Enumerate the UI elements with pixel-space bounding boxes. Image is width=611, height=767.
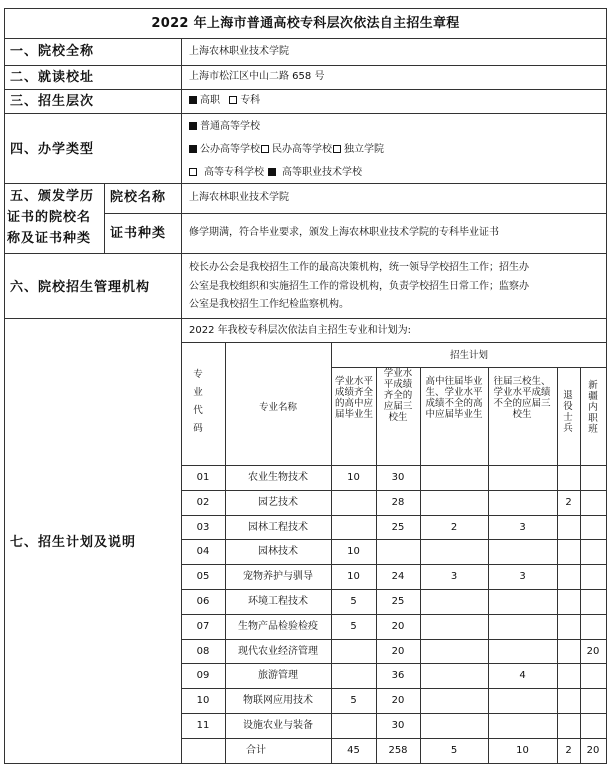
school-type-independent: 独立学院	[344, 144, 384, 155]
border-bottom	[4, 763, 607, 764]
school-type-private: 民办高等学校	[272, 144, 332, 155]
major-name: 现代农业经济管理	[238, 646, 318, 657]
column-rule	[580, 367, 581, 763]
column-rule	[557, 367, 558, 763]
table-row-rule	[181, 713, 607, 714]
major-name: 园艺技术	[258, 497, 298, 508]
table-row-rule	[181, 589, 607, 590]
certificate-kind-value: 修学期满，符合毕业要求，颁发上海农林职业技术学院的专科毕业证书	[189, 227, 499, 238]
major-name: 生物产品检验检疫	[238, 621, 318, 632]
plan-value-c2: 36	[391, 670, 405, 681]
checkbox-filled-icon	[268, 168, 276, 176]
table-row-rule	[181, 564, 607, 565]
plan-value-c3: 3	[450, 571, 458, 582]
major-code: 03	[196, 522, 210, 533]
plan-value-c5: 2	[565, 497, 572, 508]
plan-value-c2: 25	[391, 596, 405, 607]
total-c1: 45	[347, 745, 360, 756]
checkbox-empty-icon	[229, 96, 237, 104]
column-header-c5: 退役士兵	[563, 390, 573, 434]
checkbox-filled-icon	[189, 122, 197, 130]
row-label-enrollment-plan: 七、招生计划及说明	[10, 535, 137, 550]
label-divider	[181, 38, 182, 183]
rule	[4, 183, 607, 184]
plan-value-c2: 20	[391, 695, 405, 706]
major-code: 07	[196, 621, 210, 632]
major-code: 04	[196, 546, 210, 557]
column-header-major: 专业名称	[258, 402, 297, 413]
level-options	[189, 96, 260, 106]
certificate-school-label: 院校名称	[110, 190, 167, 205]
plan-value-c6: 20	[586, 646, 600, 657]
certificate-school-value: 上海农林职业技术学院	[189, 192, 289, 203]
major-code: 10	[196, 695, 210, 706]
rule	[4, 65, 607, 66]
school-type-line-2	[189, 145, 384, 155]
column-header-c1: 学业水平成绩齐全的高中应届毕业生	[334, 376, 373, 420]
label-divider	[104, 183, 105, 253]
plan-value-c1: 10	[347, 472, 360, 483]
document-title: 2022 年上海市普通高校专科层次依法自主招生章程	[151, 16, 460, 31]
row-label-level: 三、招生层次	[10, 94, 95, 109]
major-code: 06	[196, 596, 210, 607]
major-code: 08	[196, 646, 210, 657]
label-divider	[181, 183, 182, 318]
major-name: 园林技术	[258, 546, 298, 557]
column-rule	[488, 367, 489, 763]
level-option-junior-college: 专科	[240, 95, 261, 106]
checkbox-empty-icon	[189, 168, 197, 176]
row-label-school-name: 一、院校全称	[10, 44, 95, 59]
school-name-value: 上海农林职业技术学院	[189, 46, 289, 57]
column-header-plan: 招生计划	[449, 350, 488, 361]
school-type-vocational: 高等职业技术学校	[282, 167, 362, 178]
total-c4: 10	[516, 745, 529, 756]
row-label-management: 六、院校招生管理机构	[10, 280, 151, 295]
plan-value-c2: 28	[391, 497, 405, 508]
major-code: 11	[196, 720, 210, 731]
plan-value-c1: 5	[350, 695, 357, 706]
column-header-c4: 往届三校生、学业水平成绩不全的应届三校生	[493, 376, 551, 420]
rule	[4, 253, 607, 254]
school-type-regular: 普通高等学校	[200, 121, 260, 132]
column-header-c3: 高中往届毕业生、学业水平成绩不全的高中应届毕业生	[425, 376, 483, 420]
row-label-certificate-2: 证书的院校名	[7, 210, 92, 225]
level-option-higher-vocational: 高职	[200, 95, 220, 106]
management-text-line-1: 校长办公会是我校招生工作的最高决策机构，统一领导学校招生工作；招生办	[189, 262, 529, 273]
plan-value-c3: 2	[450, 522, 458, 533]
major-name: 环境工程技术	[248, 596, 308, 607]
major-name: 设施农业与装备	[243, 720, 313, 731]
table-row-rule	[181, 614, 607, 615]
plan-value-c4: 3	[519, 571, 526, 582]
major-name: 旅游管理	[258, 670, 298, 681]
table-row-rule	[181, 663, 607, 664]
plan-value-c2: 30	[391, 720, 405, 731]
major-name: 物联网应用技术	[243, 695, 313, 706]
column-rule	[420, 367, 421, 763]
rule	[104, 213, 607, 214]
column-header-c6: 新疆内职班	[588, 380, 598, 435]
management-text-line-2: 公室是我校组织和实施招生工作的常设机构，负责学校招生日常工作；监察办	[189, 281, 529, 292]
table-row-rule	[181, 465, 607, 466]
row-label-certificate-1: 五、颁发学历	[10, 189, 95, 204]
address-value: 上海市松江区中山二路 658 号	[189, 71, 325, 82]
border-left	[4, 8, 5, 764]
row-label-school-type: 四、办学类型	[10, 142, 95, 157]
school-type-junior-college: 高等专科学校	[204, 167, 264, 178]
plan-value-c2: 25	[391, 522, 405, 533]
major-code: 05	[196, 571, 210, 582]
total-c2: 258	[388, 745, 408, 756]
major-name: 园林工程技术	[248, 522, 308, 533]
plan-value-c1: 10	[347, 546, 360, 557]
column-header-code: 专业代码	[193, 369, 203, 434]
total-c6: 20	[586, 745, 600, 756]
school-type-public: 公办高等学校	[200, 144, 260, 155]
rule	[4, 113, 607, 114]
plan-value-c2: 20	[391, 621, 405, 632]
rule	[4, 318, 607, 319]
major-name: 农业生物技术	[248, 472, 308, 483]
checkbox-empty-icon	[333, 145, 341, 153]
table-row-rule	[181, 738, 607, 739]
checkbox-empty-icon	[261, 145, 269, 153]
major-code: 01	[196, 472, 210, 483]
checkbox-filled-icon	[189, 145, 197, 153]
checkbox-filled-icon	[189, 96, 197, 104]
row-label-address: 二、就读校址	[10, 70, 95, 85]
plan-value-c4: 4	[519, 670, 526, 681]
major-code: 09	[196, 670, 210, 681]
border-top	[4, 8, 607, 9]
rule	[181, 342, 607, 343]
management-text-line-3: 公室是我校招生工作纪检监察机构。	[189, 299, 349, 310]
plan-value-c2: 24	[391, 571, 405, 582]
border-right	[606, 8, 607, 764]
school-type-line-1	[189, 122, 260, 132]
row-label-certificate-3: 称及证书种类	[7, 231, 92, 246]
enrollment-plan-intro: 2022 年我校专科层次依法自主招生专业和计划为:	[189, 325, 411, 336]
table-row-rule	[181, 515, 607, 516]
plan-value-c4: 3	[519, 522, 526, 533]
certificate-kind-label: 证书种类	[110, 226, 167, 241]
major-name: 宠物养护与驯导	[243, 571, 313, 582]
rule	[4, 38, 607, 39]
table-row-rule	[181, 688, 607, 689]
total-c3: 5	[450, 745, 458, 756]
column-header-c2: 学业水平成绩齐全的应届三校生	[383, 368, 413, 423]
rule	[331, 367, 607, 368]
total-label: 合计	[246, 745, 266, 756]
total-c5: 2	[565, 745, 572, 756]
table-row-rule	[181, 490, 607, 491]
plan-value-c2: 30	[391, 472, 405, 483]
table-row-rule	[181, 539, 607, 540]
plan-value-c2: 20	[391, 646, 405, 657]
rule	[4, 89, 607, 90]
plan-value-c1: 5	[350, 596, 357, 607]
school-type-line-3	[189, 168, 362, 178]
major-code: 02	[196, 497, 210, 508]
plan-value-c1: 10	[347, 571, 360, 582]
plan-value-c1: 5	[350, 621, 357, 632]
table-row-rule	[181, 639, 607, 640]
